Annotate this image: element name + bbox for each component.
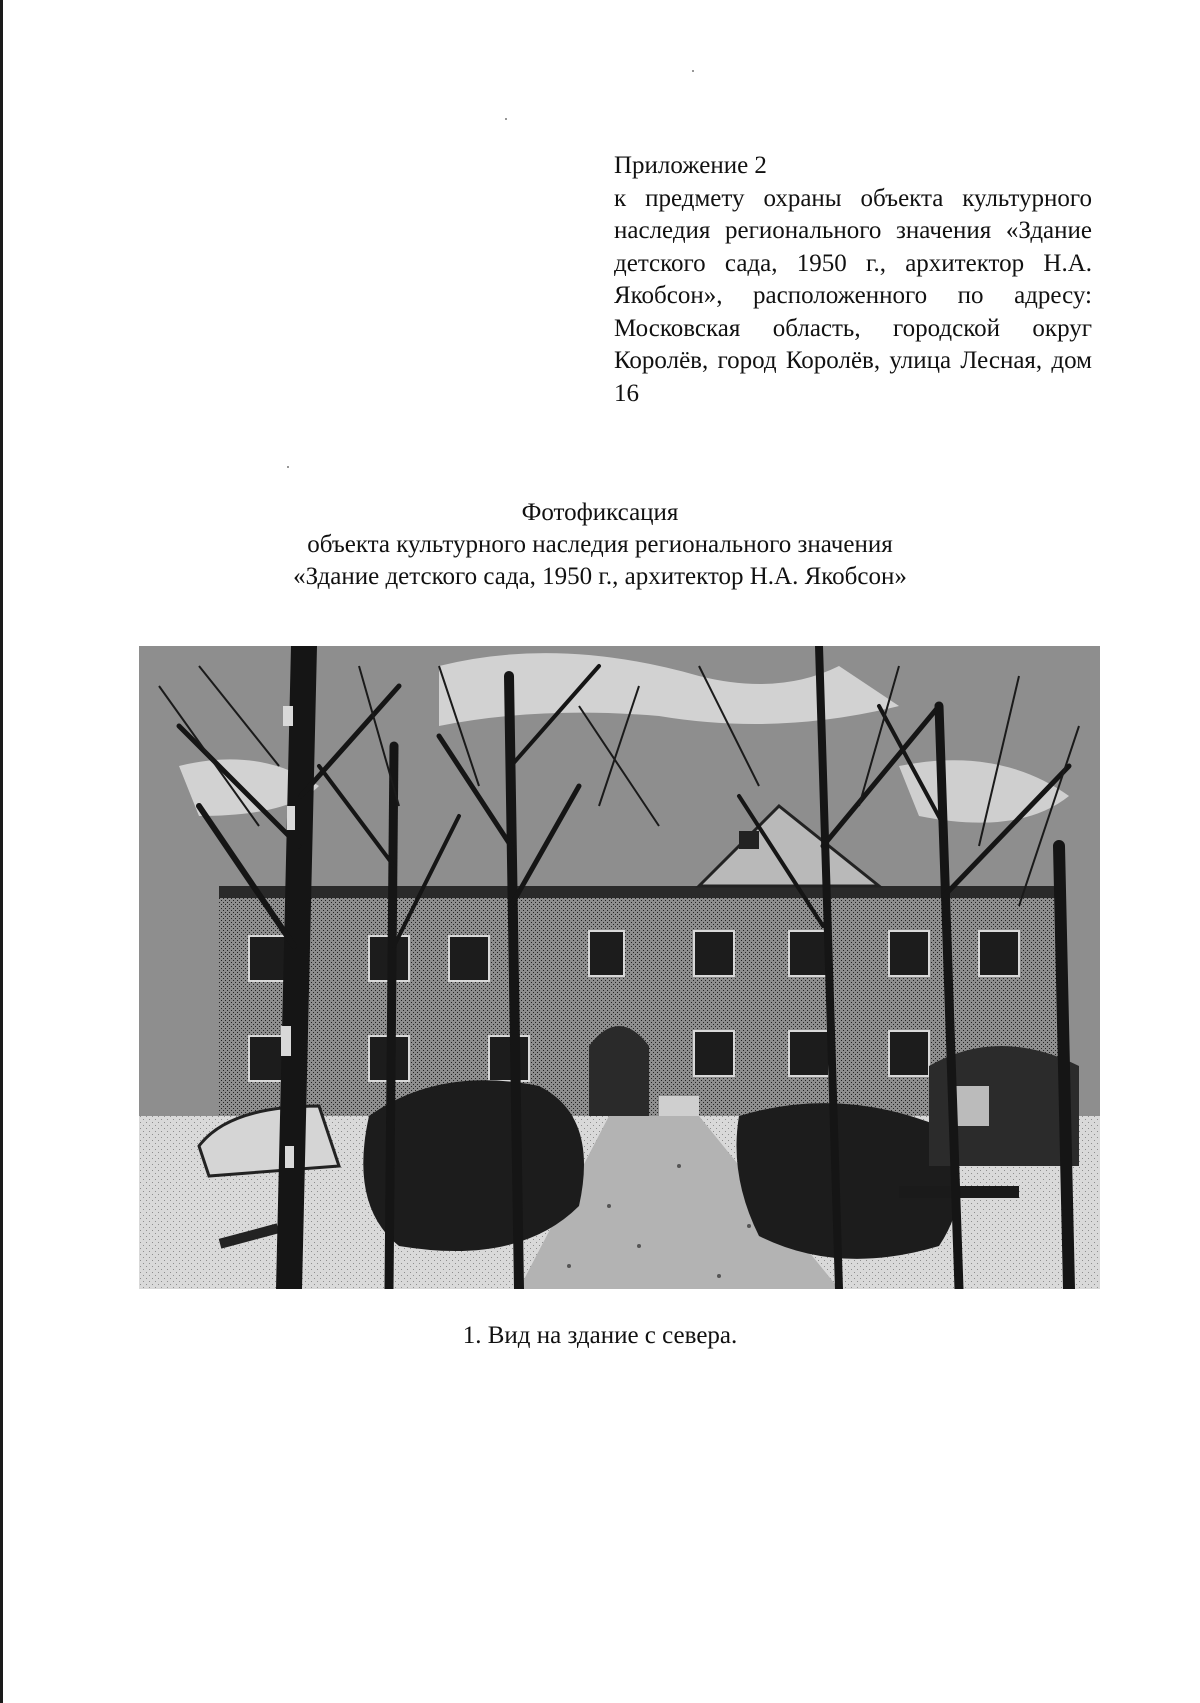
building-photo (139, 646, 1100, 1289)
heading-line-1: Фотофиксация (521, 499, 679, 526)
annex-reference (614, 150, 1092, 410)
scan-speck (692, 70, 694, 72)
building-photo-icon (139, 646, 1100, 1289)
scan-speck (505, 118, 507, 120)
document-heading (0, 497, 1200, 593)
annex-title: Приложение 2 (614, 152, 767, 179)
heading-line-2: объекта культурного наследия регионального значения (307, 531, 893, 558)
heading-line-3: «Здание детского сада, 1950 г., архитектор Н.А. Якобсон» (293, 563, 907, 590)
scan-speck (287, 466, 289, 468)
scan-border (0, 0, 3, 1703)
annex-body: к предмету охраны объекта культурного наследия регионального значения «Здание детского сада, 1950 г., архитектор Н.А. Якобсон», расположенного по адресу: Московская область, городской округ Королёв, город Королёв, улица Лесная, дом 16 (614, 184, 1092, 407)
photo-caption: 1. Вид на здание с севера. (462, 1322, 738, 1349)
